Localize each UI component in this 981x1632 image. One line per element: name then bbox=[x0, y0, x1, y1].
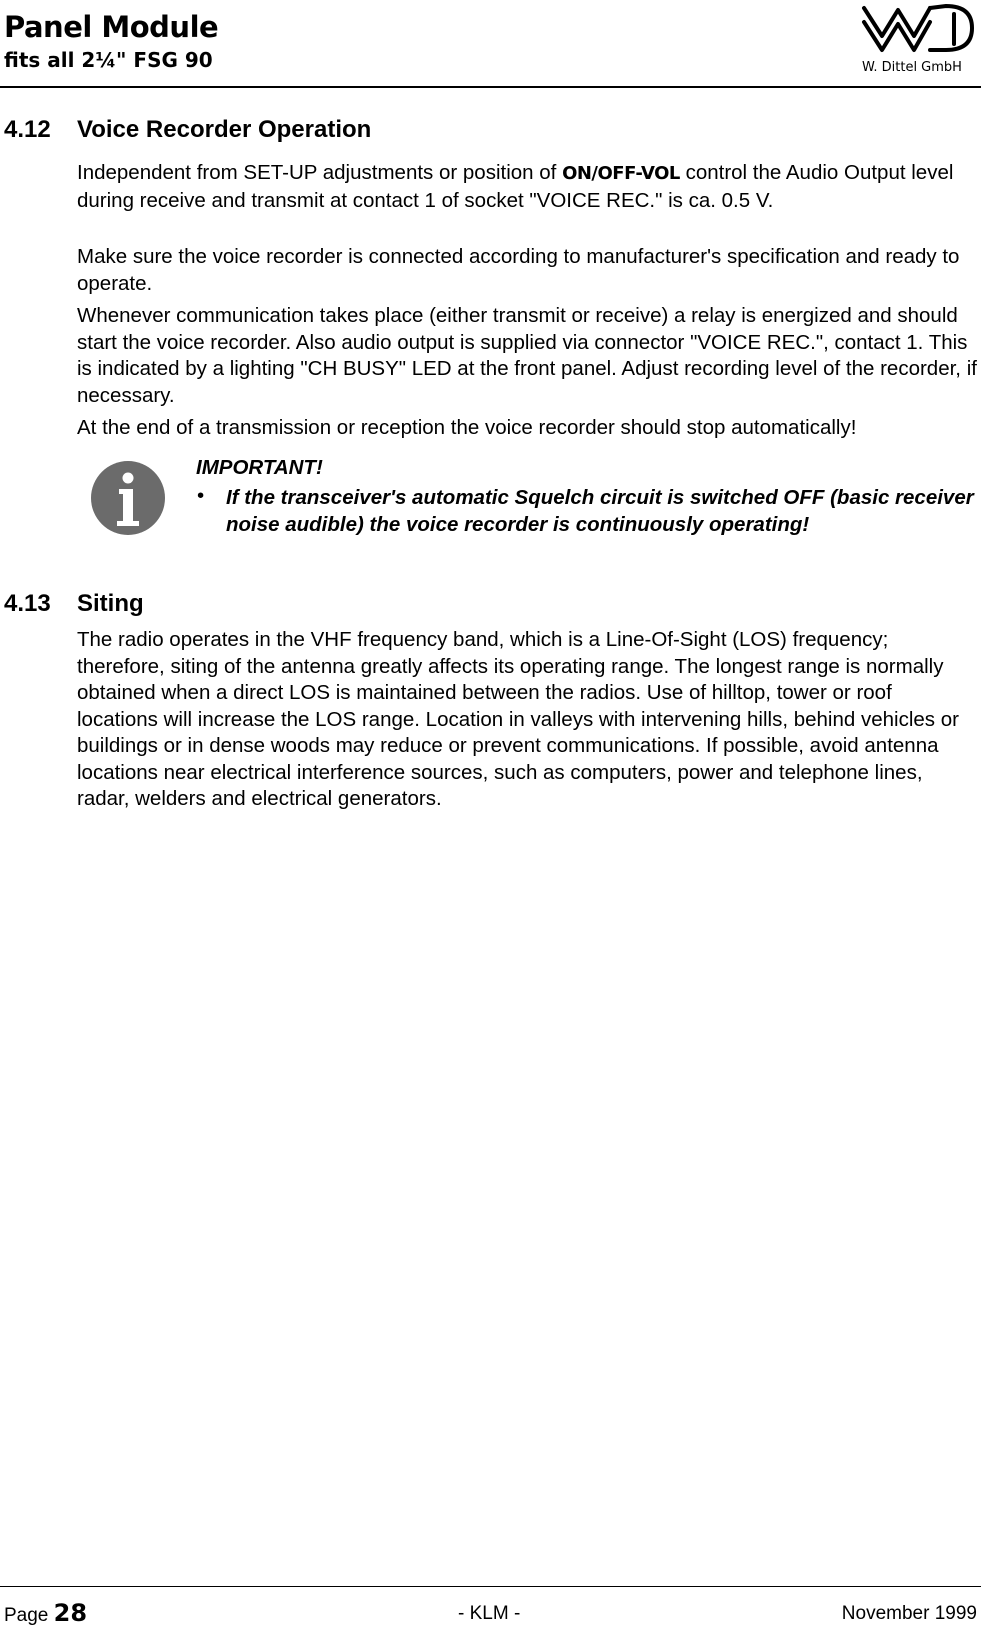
important-label: IMPORTANT! bbox=[196, 456, 323, 479]
section-heading-4-13 bbox=[4, 590, 144, 618]
logo-company-name: W. Dittel GmbH bbox=[862, 60, 962, 75]
paragraph-siting: The radio operates in the VHF frequency band, which is a Line-Of-Sight (LOS) frequency; therefore, siting of the antenna greatly affects its operating range. The longest range is normally obtained when a direct LOS is maintained between the radios. Use of hilltop, tower or roof locations will increase the LOS range. Location in valleys with intervening hills, behind vehicles or buildings or in dense woods may reduce or prevent communications. If possible, avoid antenna locations near electrical interference sources, such as computers, power and telephone lines, radar, welders and electrical generators. bbox=[77, 628, 959, 810]
bullet-point: • bbox=[197, 484, 205, 507]
section-heading-4-12 bbox=[4, 116, 371, 144]
info-icon bbox=[90, 460, 166, 536]
page-number: 28 bbox=[53, 1599, 88, 1627]
section-title: Siting bbox=[77, 590, 144, 617]
paragraph-stop-automatically: At the end of a transmission or reception the voice recorder should stop automatically! bbox=[77, 416, 857, 439]
page-label: Page bbox=[4, 1605, 54, 1626]
header-title: Panel Module bbox=[4, 10, 219, 44]
section-number: 4.13 bbox=[4, 590, 51, 617]
paragraph-text: Independent from SET-UP adjustments or position of bbox=[77, 161, 563, 184]
paragraph-connect-recorder: Make sure the voice recorder is connected according to manufacturer's specification and ready to operate. bbox=[77, 245, 960, 295]
header-subtitle: fits all 2¼" FSG 90 bbox=[4, 48, 213, 72]
section-title: Voice Recorder Operation bbox=[77, 116, 372, 143]
paragraph-audio-output bbox=[77, 160, 977, 214]
important-note-text: If the transceiver's automatic Squelch circuit is switched OFF (basic receiver noise audible) the voice recorder is continuously operating! bbox=[226, 486, 974, 536]
section-number: 4.12 bbox=[4, 116, 51, 143]
wd-logo-icon bbox=[860, 0, 978, 58]
control-name: ON/OFF-VOL bbox=[562, 163, 680, 184]
page-footer bbox=[0, 1586, 981, 1632]
footer-page bbox=[4, 1599, 87, 1627]
footer-center-text: - KLM - bbox=[458, 1603, 521, 1624]
footer-date: November 1999 bbox=[841, 1603, 977, 1624]
page-header bbox=[0, 0, 981, 88]
paragraph-text: control the Audio Output level during receive and transmit at contact 1 of socket "VOICE REC." is ca. 0.5 V. bbox=[77, 161, 954, 212]
paragraph-relay-operation: Whenever communication takes place (either transmit or receive) a relay is energized and should start the voice recorder. Also audio output is supplied via connector "VOICE REC.", contact 1. This is indicated by a lighting "CH BUSY" LED at the front panel. Adjust recording level of the recorder, if necessary. bbox=[77, 304, 977, 407]
company-logo bbox=[858, 0, 980, 80]
